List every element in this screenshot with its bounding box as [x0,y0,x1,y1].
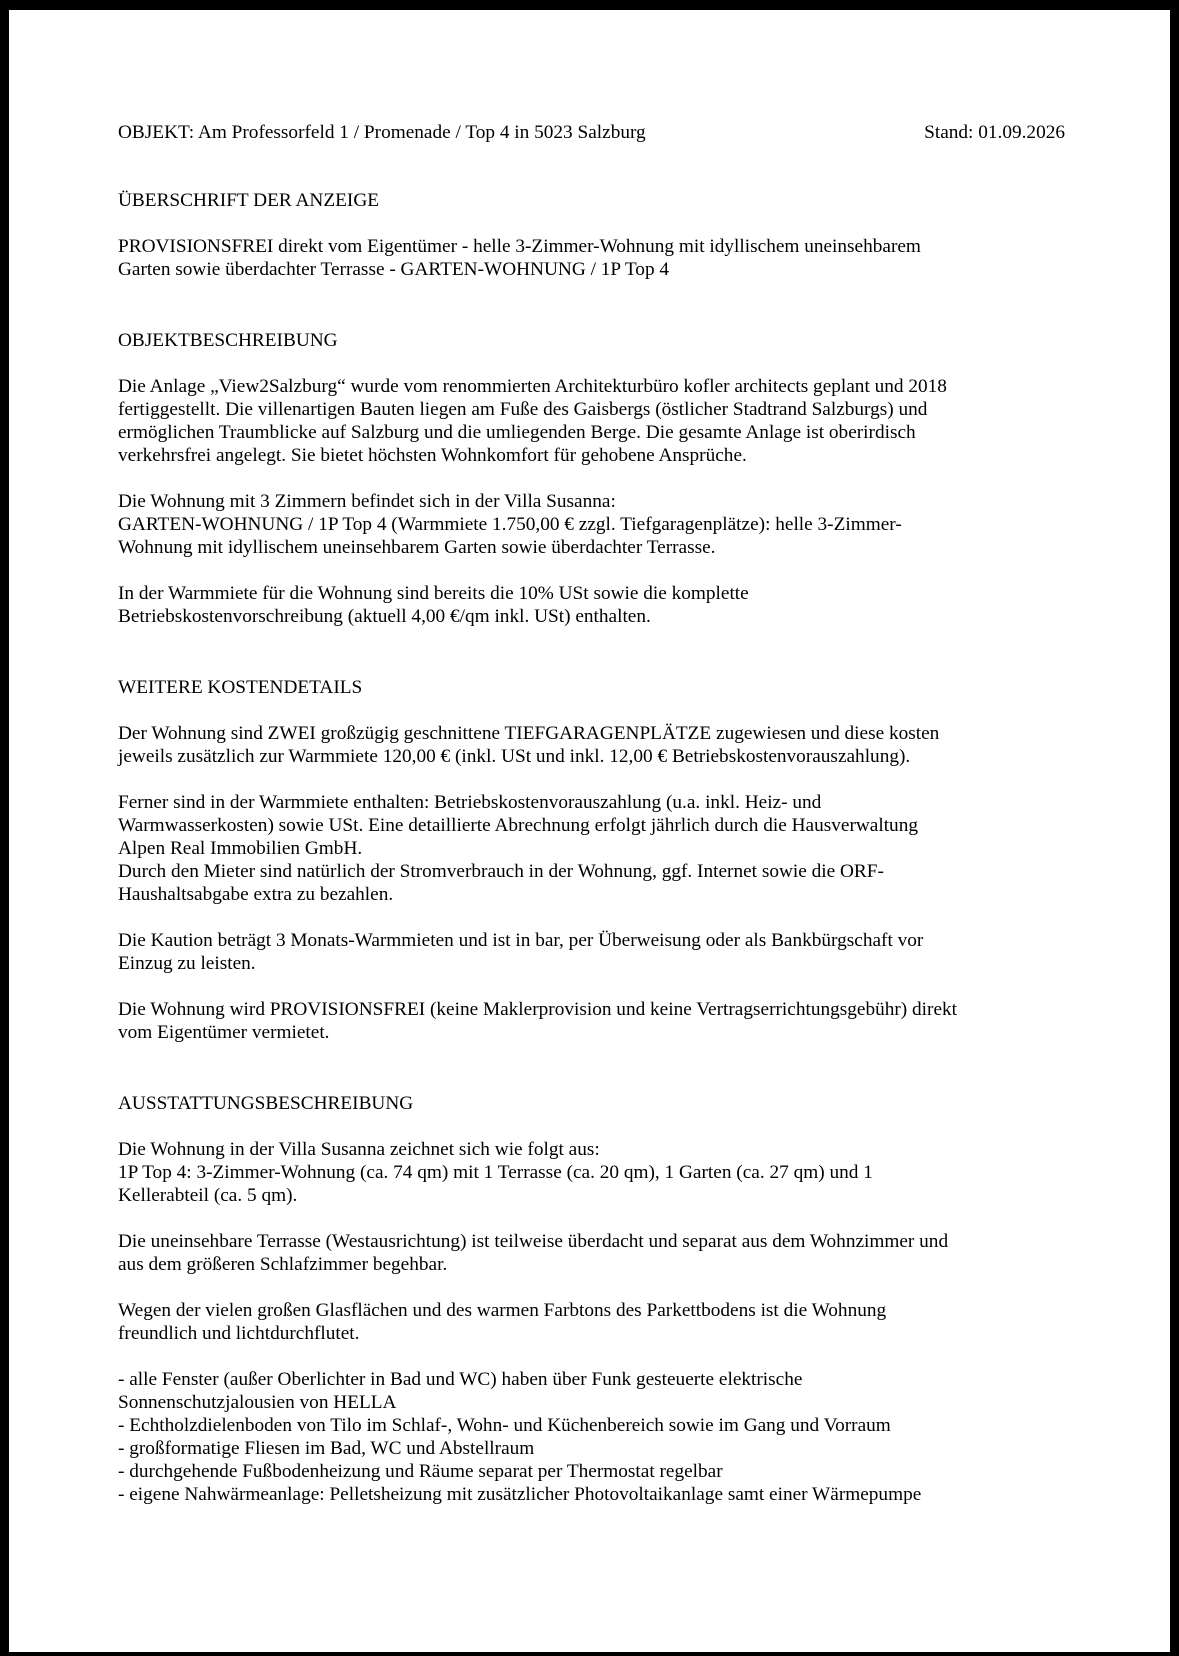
list-item: - Echtholzdielenboden von Tilo im Schlaf-, Wohn- und Küchenbereich sowie im Gang und Vorraum [118,1415,891,1436]
section-title-equipment: AUSSTATTUNGSBESCHREIBUNG [118,1093,414,1114]
text-line: 1P Top 4: 3-Zimmer-Wohnung (ca. 74 qm) mit 1 Terrasse (ca. 20 qm), 1 Garten (ca. 27 qm) und 1 [118,1162,873,1183]
text-line: Die uneinsehbare Terrasse (Westausrichtung) ist teilweise überdacht und separat aus dem Wohnzimmer und [118,1231,949,1252]
paragraph [118,582,1068,628]
section-title-costs: WEITERE KOSTENDETAILS [118,677,363,698]
list-item: - alle Fenster (außer Oberlichter in Bad und WC) haben über Funk gesteuerte elektrische [118,1369,803,1390]
document-content [118,121,1068,1506]
text-line: aus dem größeren Schlafzimmer begehbar. [118,1254,448,1275]
text-line: jeweils zusätzlich zur Warmmiete 120,00 € (inkl. USt und inkl. 12,00 € Betriebskostenvorauszahlung). [118,746,911,767]
paragraph [118,998,1068,1044]
paragraph [118,375,1068,467]
text-line: vom Eigentümer vermietet. [118,1022,330,1043]
text-line: Alpen Real Immobilien GmbH. [118,838,363,859]
list-item: - durchgehende Fußbodenheizung und Räume separat per Thermostat regelbar [118,1461,723,1482]
text-line: Haushaltsabgabe extra zu bezahlen. [118,884,394,905]
paragraph [118,1299,1068,1345]
text-line: Einzug zu leisten. [118,953,256,974]
text-line: ermöglichen Traumblicke auf Salzburg und die umliegenden Berge. Die gesamte Anlage ist oberirdisch [118,422,916,443]
document-header [118,121,1065,144]
text-line: In der Warmmiete für die Wohnung sind bereits die 10% USt sowie die komplette [118,583,749,604]
text-line: Wegen der vielen großen Glasflächen und des warmen Farbtons des Parkettbodens ist die Wohnung [118,1300,887,1321]
paragraph [118,722,1068,768]
text-line: Die Anlage „View2Salzburg“ wurde vom renommierten Architekturbüro kofler architects geplant und 2018 [118,376,947,397]
section-title-headline: ÜBERSCHRIFT DER ANZEIGE [118,190,380,211]
text-line: verkehrsfrei angelegt. Sie bietet höchsten Wohnkomfort für gehobene Ansprüche. [118,445,747,466]
list-item: - großformatige Fliesen im Bad, WC und Abstellraum [118,1438,535,1459]
section-title-description: OBJEKTBESCHREIBUNG [118,330,338,351]
paragraph [118,791,1068,906]
list-item: Sonnenschutzjalousien von HELLA [118,1392,397,1413]
text-line: Kellerabteil (ca. 5 qm). [118,1185,298,1206]
text-line: Durch den Mieter sind natürlich der Stromverbrauch in der Wohnung, ggf. Internet sowie die ORF- [118,861,884,882]
document-page [9,10,1170,1652]
paragraph [118,1138,1068,1207]
text-line: Garten sowie überdachter Terrasse - GARTEN-WOHNUNG / 1P Top 4 [118,259,670,280]
text-line: Die Kaution beträgt 3 Monats-Warmmieten und ist in bar, per Überweisung oder als Bankbürgschaft vor [118,930,924,951]
paragraph [118,929,1068,975]
text-line: Ferner sind in der Warmmiete enthalten: Betriebskostenvorauszahlung (u.a. inkl. Heiz- und [118,792,822,813]
text-line: Wohnung mit idyllischem uneinsehbarem Garten sowie überdachter Terrasse. [118,537,716,558]
text-line: Die Wohnung mit 3 Zimmern befindet sich in der Villa Susanna: [118,491,616,512]
text-line: Die Wohnung in der Villa Susanna zeichnet sich wie folgt aus: [118,1139,600,1160]
text-line: fertiggestellt. Die villenartigen Bauten liegen am Fuße des Gaisbergs (östlicher Stadtrand Salzburgs) und [118,399,928,420]
text-line: Betriebskostenvorschreibung (aktuell 4,00 €/qm inkl. USt) enthalten. [118,606,651,627]
text-line: Der Wohnung sind ZWEI großzügig geschnittene TIEFGARAGENPLÄTZE zugewiesen und diese kosten [118,723,940,744]
text-line: Warmwasserkosten) sowie USt. Eine detaillierte Abrechnung erfolgt jährlich durch die Hausverwaltung [118,815,918,836]
feature-list [118,1368,1068,1506]
status-date: Stand: 01.09.2026 [924,122,1065,143]
paragraph [118,1230,1068,1276]
text-line: freundlich und lichtdurchflutet. [118,1323,360,1344]
paragraph [118,235,1068,281]
text-line: Die Wohnung wird PROVISIONSFREI (keine Maklerprovision und keine Vertragserrichtungsgebühr) direkt [118,999,958,1020]
text-line: GARTEN-WOHNUNG / 1P Top 4 (Warmmiete 1.750,00 € zzgl. Tiefgaragenplätze): helle 3-Zimmer- [118,514,902,535]
text-line: PROVISIONSFREI direkt vom Eigentümer - helle 3-Zimmer-Wohnung mit idyllischem uneinsehbarem [118,236,921,257]
object-address: OBJEKT: Am Professorfeld 1 / Promenade / Top 4 in 5023 Salzburg [118,122,646,143]
paragraph [118,490,1068,559]
list-item: - eigene Nahwärmeanlage: Pelletsheizung mit zusätzlicher Photovoltaikanlage samt einer Wärmepumpe [118,1484,922,1505]
